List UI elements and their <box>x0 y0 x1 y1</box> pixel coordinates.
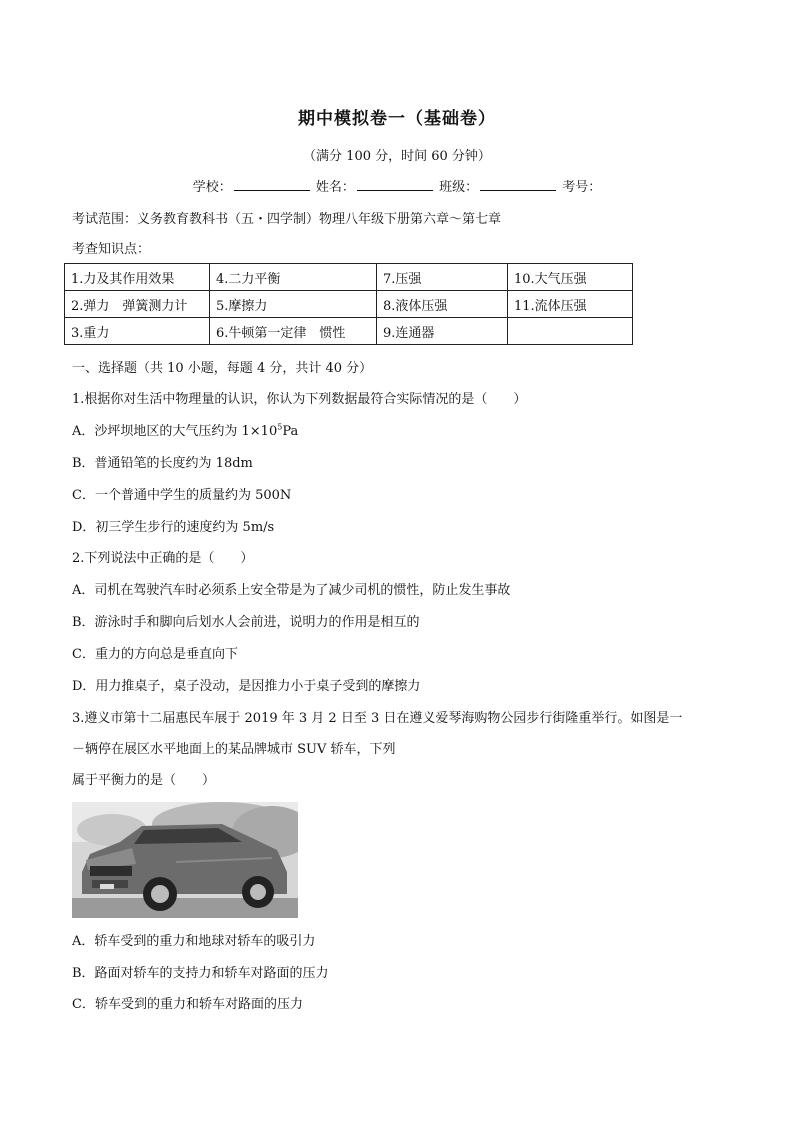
table-row <box>65 291 633 318</box>
table-cell: 6.牛顿第一定律 惯性 <box>210 318 377 345</box>
question-2-stem: 2.下列说法中正确的是（ ） <box>72 551 254 566</box>
question-1-option-d: D．初三学生步行的速度约为 5m/s <box>72 520 275 535</box>
question-3-stem-line3: 属于平衡力的是（ ） <box>72 773 216 788</box>
table-cell: 1.力及其作用效果 <box>65 264 210 291</box>
question-1-option-a: A．沙坪坝地区的大气压约为 $1\times 10^5Pa$ <box>72 422 299 439</box>
question-2-option-d: D．用力推桌子，桌子没动，是因推力小于桌子受到的摩擦力 <box>72 679 421 694</box>
question-3-option-b: B．路面对轿车的支持力和轿车对路面的压力 <box>72 966 329 981</box>
table-cell: 5.摩擦力 <box>210 291 377 318</box>
question-2-option-c: C．重力的方向总是垂直向下 <box>72 647 238 662</box>
table-row <box>65 318 633 345</box>
school-blank <box>234 179 310 191</box>
question-3-option-a: A．轿车受到的重力和地球对轿车的吸引力 <box>72 934 316 949</box>
suv-car-image <box>72 802 298 918</box>
exam-scope: 考试范围：义务教育教科书（五・四学制）物理八年级下册第六章～第七章 <box>72 212 502 227</box>
question-1-option-b: B．普通铅笔的长度约为 18dm <box>72 456 253 471</box>
table-cell: 2.弹力 弹簧测力计 <box>65 291 210 318</box>
table-cell: 8.液体压强 <box>377 291 508 318</box>
question-3-stem-line2: －辆停在展区水平地面上的某品牌城市 SUV 轿车，下列 <box>72 742 396 757</box>
class-blank <box>480 179 556 191</box>
question-1-option-c: C．一个普通中学生的质量约为 500N <box>72 488 292 503</box>
question-1-stem: 1.根据你对生活中物理量的认识，你认为下列数据最符合实际情况的是（ ） <box>72 392 527 407</box>
school-label: 学校： <box>192 180 232 195</box>
class-label: 班级： <box>439 180 479 195</box>
page-title: 期中模拟卷一（基础卷） <box>298 109 496 129</box>
table-cell: 7.压强 <box>377 264 508 291</box>
knowledge-points-table <box>64 263 633 345</box>
table-row <box>65 264 633 291</box>
table-cell: 4.二力平衡 <box>210 264 377 291</box>
question-3-option-c: C．轿车受到的重力和轿车对路面的压力 <box>72 997 303 1012</box>
table-cell: 3.重力 <box>65 318 210 345</box>
student-info-fields <box>0 176 794 195</box>
table-cell: 9.连通器 <box>377 318 508 345</box>
name-label: 姓名： <box>315 180 355 195</box>
knowledge-label: 考查知识点： <box>72 242 151 257</box>
table-cell: 11.流体压强 <box>508 291 633 318</box>
section-heading: 一、选择题（共 10 小题，每题 4 分，共计 40 分） <box>72 361 373 376</box>
question-2-option-a: A．司机在驾驶汽车时必须系上安全带是为了减少司机的惯性，防止发生事故 <box>72 583 511 598</box>
question-2-option-b: B．游泳时手和脚向后划水人会前进，说明力的作用是相互的 <box>72 615 420 630</box>
table-cell: 10.大气压强 <box>508 264 633 291</box>
car-illustration <box>72 802 298 918</box>
table-cell <box>508 318 633 345</box>
exam-number-label: 考号： <box>562 180 602 195</box>
question-3-stem-line1: 3.遵义市第十二届惠民车展于 2019 年 3 月 2 日至 3 日在遵义爱琴海购物公园步行街隆重举行。如图是一 <box>72 711 683 726</box>
name-blank <box>357 179 433 191</box>
exam-subtitle: （满分 100 分，时间 60 分钟） <box>303 149 491 164</box>
